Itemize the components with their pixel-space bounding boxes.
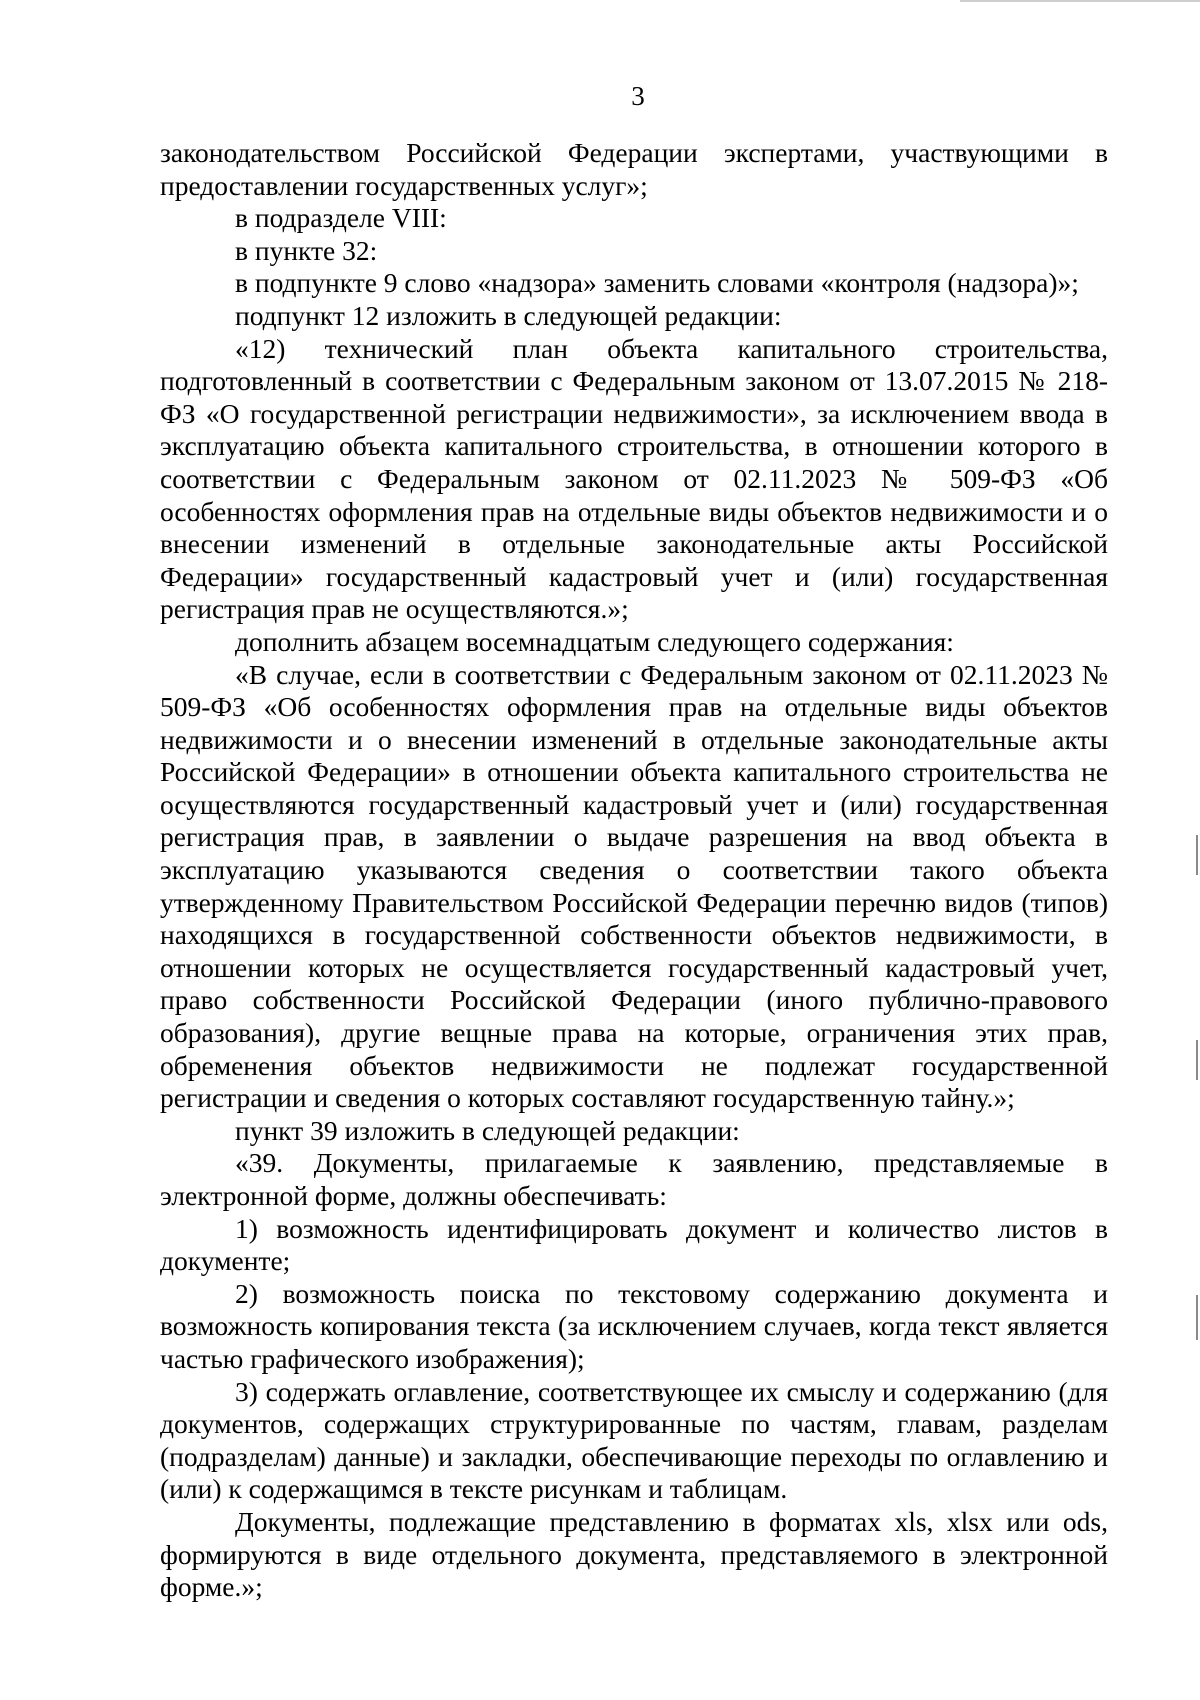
paragraph: в пункте 32: bbox=[235, 234, 378, 266]
page-number: 3 bbox=[631, 81, 645, 111]
paragraph: подпункт 12 изложить в следующей редакции: bbox=[235, 299, 782, 331]
paragraph: «В случае, если в соответствии с Федеральным законом от 02.11.2023 № 509-ФЗ «Об особенностях оформления прав на отдельные виды объектов недвижимости и о внесении изменений в отдельные законодательные акты Российской Федерации» в отношении объекта капитального строительства не осуществляются государственный кадастровый учет и (или) государственная регистрация прав, в заявлении о выдаче разрешения на ввод объекта в эксплуатацию указываются сведения о соответствии такого объекта утвержденному Правительством Российской Федерации перечню видов (типов) находящихся в государственной собственности объектов недвижимости, в отношении которых не осуществляется государственный кадастровый учет, право собственности Российской Федерации (иного публично-правового образования), другие вещные права на которые, ограничения этих прав, обременения объектов недвижимости не подлежат государственной регистрации и сведения о которых составляют государственную тайну.»; bbox=[160, 658, 1108, 1114]
paragraph: в подразделе VIII: bbox=[235, 202, 447, 234]
paragraph: 2) возможность поиска по текстовому содержанию документа и возможность копирования текста (за исключением случаев, когда текст является частью графического изображения); bbox=[160, 1277, 1108, 1374]
scan-artifact-mark bbox=[1196, 835, 1198, 875]
paragraph: пункт 39 изложить в следующей редакции: bbox=[235, 1114, 740, 1146]
paragraph: Документы, подлежащие представлению в форматах xls, xlsx или ods, формируются в виде отдельного документа, представляемого в электронной форме.»; bbox=[160, 1505, 1108, 1603]
paragraph: «39. Документы, прилагаемые к заявлению, представляемые в электронной форме, должны обеспечивать: bbox=[160, 1147, 1108, 1211]
paragraph: дополнить абзацем восемнадцатым следующего содержания: bbox=[235, 625, 954, 657]
scan-artifact-mark bbox=[1196, 1040, 1198, 1080]
paragraph: «12) технический план объекта капитального строительства, подготовленный в соответствии с Федеральным законом от 13.07.2015 № 218-ФЗ «О государственной регистрации недвижимости», за исключением ввода в эксплуатацию объекта капитального строительства, в отношении которого в соответствии с Федеральным законом от 02.11.2023 № 509-ФЗ «Об особенностях оформления прав на отдельные виды объектов недвижимости и о внесении изменений в отдельные законодательные акты Российской Федерации» государственный кадастровый учет и (или) государственная регистрация прав не осуществляются.»; bbox=[160, 332, 1108, 625]
paragraph: законодательством Российской Федерации экспертами, участвующими в предоставлении государственных услуг»; bbox=[160, 137, 1108, 201]
scan-artifact-line bbox=[960, 0, 1200, 2]
scan-artifact-mark bbox=[1196, 1295, 1198, 1340]
paragraph: в подпункте 9 слово «надзора» заменить словами «контроля (надзора)»; bbox=[235, 267, 1079, 299]
document-body bbox=[160, 137, 1108, 1604]
paragraph: 1) возможность идентифицировать документ и количество листов в документе; bbox=[160, 1212, 1108, 1277]
paragraph: 3) содержать оглавление, соответствующее их смыслу и содержанию (для документов, содержащих структурированные по частям, главам, разделам (подразделам) данные) и закладки, обеспечивающие переходы по оглавлению и (или) к содержащимся в тексте рисункам и таблицам. bbox=[160, 1375, 1108, 1505]
